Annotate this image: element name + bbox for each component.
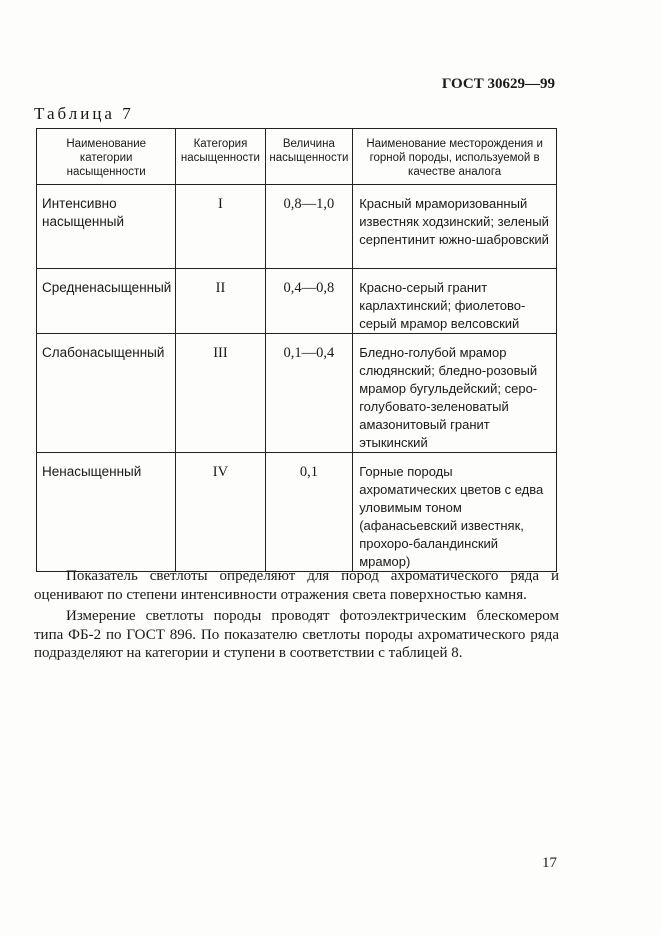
page-number: 17 [542, 855, 557, 871]
cell-category: III [176, 334, 265, 453]
table-row [37, 334, 557, 453]
cell-analog: Красно-серый гранит карлахтинский; фиолетово-серый мрамор велсовский [353, 269, 557, 334]
cell-name: Ненасыщенный [37, 453, 176, 572]
cell-value: 0,4—0,8 [265, 269, 353, 334]
cell-category: I [176, 185, 265, 269]
body-text [34, 567, 559, 663]
table-header-row [37, 129, 557, 185]
cell-analog: Красный мраморизованный известняк ходзинский; зеленый серпентинит южно-шабровский [353, 185, 557, 269]
table-row [37, 453, 557, 572]
table-row [37, 269, 557, 334]
table-row [37, 185, 557, 269]
col-header-value: Величина насыщенности [265, 129, 353, 185]
paragraph-lightness-definition: Показатель светлоты определяют для пород ахроматического ряда и оценивают по степени интенсивности отражения света поверхностью камня. [34, 568, 559, 603]
cell-name: Слабонасыщенный [37, 334, 176, 453]
col-header-name: Наименование категории насыщенности [37, 129, 176, 185]
cell-value: 0,8—1,0 [265, 185, 353, 269]
cell-analog: Бледно-голубой мрамор слюдянский; бледно-розовый мрамор бугульдейский; серо-голубовато-зеленоватый амазонитовый гранит этыкинский [353, 334, 557, 453]
saturation-table [36, 128, 557, 572]
cell-name: Интенсивно насыщенный [37, 185, 176, 269]
col-header-category: Категория насыщенности [176, 129, 265, 185]
col-header-analog: Наименование месторождения и горной породы, используемой в качестве аналога [353, 129, 557, 185]
table-title: Таблица 7 [34, 104, 134, 123]
cell-name: Средненасыщенный [37, 269, 176, 334]
paragraph-lightness-measurement: Измерение светлоты породы проводят фотоэлектрическим блескомером типа ФБ-2 по ГОСТ 896. По показателю светлоты породы ахроматического ряда подразделяют на категории и ступени в соответствии с таблицей 8. [34, 608, 559, 661]
cell-value: 0,1 [265, 453, 353, 572]
cell-category: II [176, 269, 265, 334]
document-code: ГОСТ 30629—99 [441, 76, 555, 92]
cell-analog: Горные породы ахроматических цветов с едва уловимым тоном (афанасьевский известняк, прохоро-баландинский мрамор) [353, 453, 557, 572]
cell-value: 0,1—0,4 [265, 334, 353, 453]
cell-category: IV [176, 453, 265, 572]
